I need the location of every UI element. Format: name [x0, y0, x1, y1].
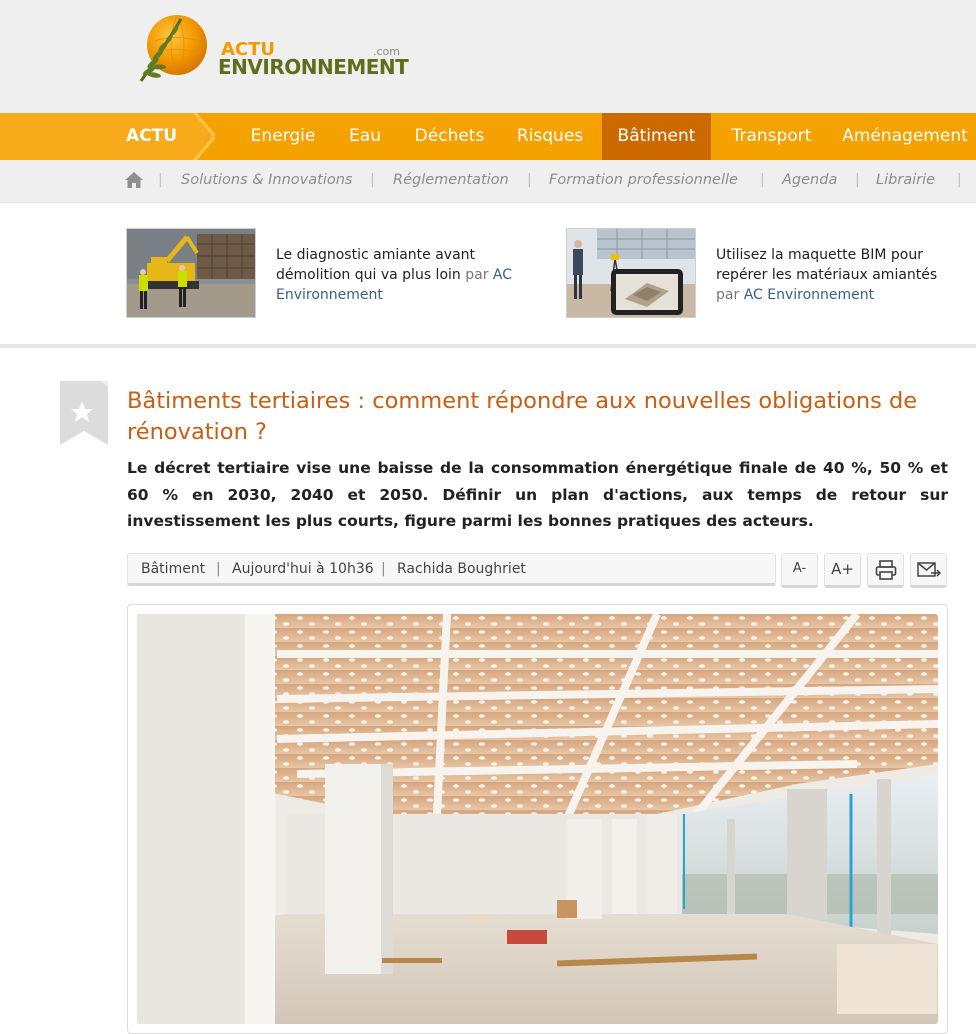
- meta-date: Aujourd'hui à 10h36: [232, 561, 374, 577]
- promo-2-title: Utilisez la maquette BIM pour repérer les matériaux amiantés: [716, 247, 938, 283]
- promo-2-text[interactable]: [716, 245, 956, 305]
- star-bookmark-icon[interactable]: [60, 381, 108, 445]
- meta-category[interactable]: Bâtiment: [141, 561, 206, 577]
- nav-item-eau[interactable]: Eau: [349, 126, 381, 146]
- subnav-separator: |: [527, 172, 532, 188]
- office-renovation-interior-photo: [137, 614, 938, 1024]
- nav-item-dechets[interactable]: Déchets: [414, 126, 485, 146]
- site-logo[interactable]: [125, 5, 415, 87]
- email-button[interactable]: [910, 553, 947, 588]
- promo-1-text[interactable]: [276, 245, 536, 305]
- subnav-item-librairie[interactable]: Librairie: [876, 172, 936, 188]
- meta-author[interactable]: Rachida Boughriet: [397, 561, 526, 577]
- promo-1-by: par: [465, 267, 489, 283]
- subnav-separator: |: [158, 172, 163, 188]
- article-meta-bar: [127, 553, 776, 586]
- nav-item-amenagement[interactable]: Aménagement: [842, 126, 968, 146]
- nav-item-batiment[interactable]: Bâtiment: [602, 113, 711, 160]
- sponsored-strip: [0, 203, 976, 348]
- promo-2-author: AC Environnement: [743, 287, 875, 303]
- subnav-item-agenda[interactable]: Agenda: [782, 172, 838, 188]
- logo-com-text: .com: [373, 45, 400, 58]
- promo-1-author: AC Environnement: [276, 267, 513, 303]
- nav-item-energie[interactable]: Energie: [250, 126, 316, 146]
- mail-icon: [917, 561, 941, 579]
- subnav-item-reglementation[interactable]: Réglementation: [393, 172, 509, 188]
- subnav-separator: |: [957, 172, 962, 188]
- sub-nav: [0, 160, 976, 203]
- font-smaller-button[interactable]: A-: [781, 553, 818, 588]
- font-larger-button[interactable]: A+: [824, 553, 861, 588]
- nav-actu-arrow-shape: [0, 113, 215, 160]
- promo-1-title: Le diagnostic amiante avant démolition qui va plus loin: [276, 247, 476, 283]
- article-lead: Le décret tertiaire vise une baisse de la consommation énergétique finale de 40 %, 50 % et 60 % en 2030, 2040 et 2050. Définir un plan d'actions, aux temps de retour sur investissement les plus courts, figure parmi les bonnes pratiques des acteurs.: [127, 459, 948, 530]
- subnav-item-solutions[interactable]: Solutions & Innovations: [181, 172, 353, 188]
- nav-actu-home[interactable]: [0, 113, 215, 160]
- nav-item-transport[interactable]: Transport: [731, 126, 812, 146]
- subnav-separator: |: [855, 172, 860, 188]
- article-title: Bâtiments tertiaires : comment répondre aux nouvelles obligations de rénovation ?: [127, 388, 918, 445]
- promo-thumb-bim[interactable]: [566, 228, 696, 318]
- nav-item-risques[interactable]: Risques: [516, 126, 584, 146]
- excavator-demolition-image: [127, 229, 255, 317]
- subnav-separator: |: [370, 172, 375, 188]
- site-header: [0, 0, 976, 113]
- subnav-item-formation[interactable]: Formation professionnelle: [549, 172, 738, 188]
- meta-separator: |: [216, 561, 221, 577]
- home-icon[interactable]: [125, 172, 143, 188]
- print-button[interactable]: [867, 553, 904, 588]
- bim-tablet-image: [567, 229, 695, 317]
- subnav-separator: |: [760, 172, 765, 188]
- logo-actu-text: ACTU: [221, 39, 276, 60]
- globe-leaf-logo-icon: [139, 13, 209, 83]
- print-icon: [875, 560, 897, 580]
- meta-separator: |: [381, 561, 386, 577]
- nav-actu-label: ACTU: [126, 126, 178, 146]
- promo-2-by: par: [716, 287, 740, 303]
- main-nav: [0, 113, 976, 160]
- promo-thumb-excavator[interactable]: [126, 228, 256, 318]
- article-photo[interactable]: [137, 614, 938, 1024]
- logo-environnement-text: ENVIRONNEMENT: [218, 55, 409, 79]
